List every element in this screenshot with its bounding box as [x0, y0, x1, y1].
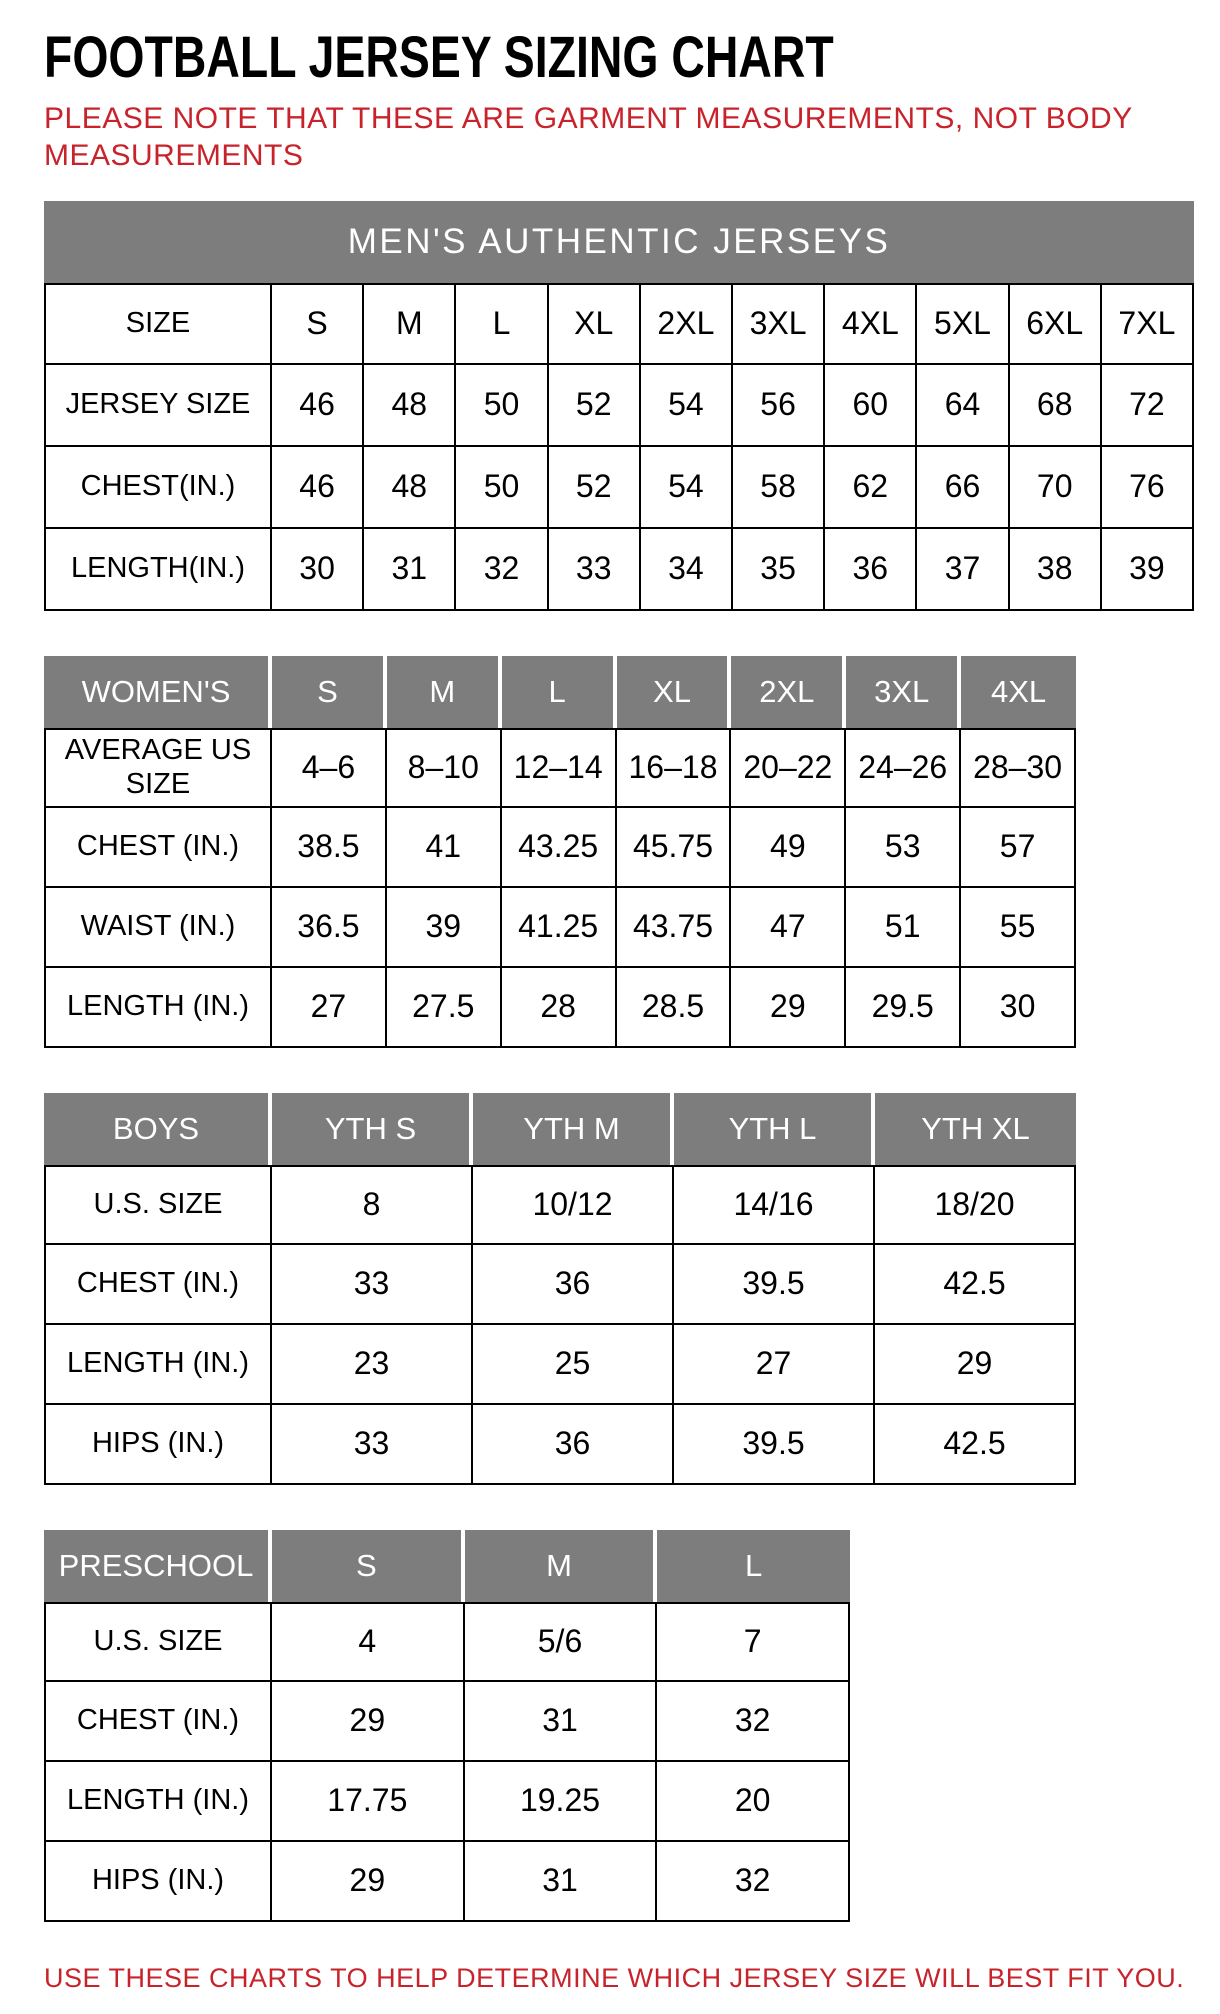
data-cell: 49 — [731, 808, 846, 888]
row-label: CHEST(IN.) — [44, 447, 272, 529]
data-cell: 6XL — [1010, 283, 1102, 365]
data-cell: 36 — [473, 1405, 674, 1485]
data-cell: 50 — [456, 365, 548, 447]
data-cell: 72 — [1102, 365, 1194, 447]
data-cell: 39.5 — [674, 1245, 875, 1325]
page-title: FOOTBALL JERSEY SIZING CHART — [44, 25, 834, 90]
data-cell: 19.25 — [465, 1762, 658, 1842]
data-cell: 42.5 — [875, 1245, 1076, 1325]
row-label: LENGTH (IN.) — [44, 968, 272, 1048]
table-category-label: PRESCHOOL — [44, 1530, 272, 1602]
data-cell: 14/16 — [674, 1165, 875, 1245]
row-label: AVERAGE US SIZE — [44, 728, 272, 808]
data-cell: 17.75 — [272, 1762, 465, 1842]
data-cell: 27 — [674, 1325, 875, 1405]
data-cell: 37 — [917, 529, 1009, 611]
data-cell: 12–14 — [502, 728, 617, 808]
data-cell: 48 — [364, 447, 456, 529]
row-label: JERSEY SIZE — [44, 365, 272, 447]
data-cell: 70 — [1010, 447, 1102, 529]
column-header: 4XL — [961, 656, 1076, 728]
row-label: LENGTH(IN.) — [44, 529, 272, 611]
boys-sizing-table — [44, 1093, 1076, 1485]
data-cell: 5XL — [917, 283, 1009, 365]
data-cell: 33 — [272, 1405, 473, 1485]
data-cell: 18/20 — [875, 1165, 1076, 1245]
data-cell: S — [272, 283, 364, 365]
data-cell: 29 — [272, 1842, 465, 1922]
data-cell: 46 — [272, 447, 364, 529]
row-label: U.S. SIZE — [44, 1602, 272, 1682]
data-cell: 27.5 — [387, 968, 502, 1048]
data-cell: 7XL — [1102, 283, 1194, 365]
data-cell: 64 — [917, 365, 1009, 447]
data-cell: 20 — [657, 1762, 850, 1842]
footer-note: USE THESE CHARTS TO HELP DETERMINE WHICH JERSEY SIZE WILL BEST FIT YOU. — [44, 1962, 1185, 1993]
column-header: S — [272, 1530, 465, 1602]
data-cell: 56 — [733, 365, 825, 447]
row-label: HIPS (IN.) — [44, 1405, 272, 1485]
data-cell: 4 — [272, 1602, 465, 1682]
data-cell: 20–22 — [731, 728, 846, 808]
data-cell: 25 — [473, 1325, 674, 1405]
data-cell: 52 — [549, 365, 641, 447]
data-cell: 30 — [272, 529, 364, 611]
column-header: L — [657, 1530, 850, 1602]
data-cell: 52 — [549, 447, 641, 529]
data-cell: 41 — [387, 808, 502, 888]
data-cell: 2XL — [641, 283, 733, 365]
row-label: CHEST (IN.) — [44, 1245, 272, 1325]
data-cell: 41.25 — [502, 888, 617, 968]
column-header: YTH S — [272, 1093, 473, 1165]
data-cell: 58 — [733, 447, 825, 529]
column-header: M — [387, 656, 502, 728]
column-header: S — [272, 656, 387, 728]
data-cell: 8–10 — [387, 728, 502, 808]
row-label: CHEST (IN.) — [44, 808, 272, 888]
data-cell: 7 — [657, 1602, 850, 1682]
data-cell: 29 — [875, 1325, 1076, 1405]
data-cell: 39 — [1102, 529, 1194, 611]
column-header: M — [465, 1530, 658, 1602]
column-header: YTH M — [473, 1093, 674, 1165]
data-cell: 43.75 — [617, 888, 732, 968]
data-cell: 3XL — [733, 283, 825, 365]
data-cell: 31 — [465, 1842, 658, 1922]
data-cell: 50 — [456, 447, 548, 529]
data-cell: L — [456, 283, 548, 365]
data-cell: 38 — [1010, 529, 1102, 611]
column-header: YTH XL — [875, 1093, 1076, 1165]
garment-measurements-note: PLEASE NOTE THAT THESE ARE GARMENT MEASUREMENTS, NOT BODY MEASUREMENTS — [44, 101, 1133, 173]
data-cell: 36 — [473, 1245, 674, 1325]
row-label: SIZE — [44, 283, 272, 365]
data-cell: M — [364, 283, 456, 365]
data-cell: 28 — [502, 968, 617, 1048]
data-cell: 34 — [641, 529, 733, 611]
data-cell: 55 — [961, 888, 1076, 968]
row-label: CHEST (IN.) — [44, 1682, 272, 1762]
data-cell: 8 — [272, 1165, 473, 1245]
data-cell: 68 — [1010, 365, 1102, 447]
data-cell: 23 — [272, 1325, 473, 1405]
data-cell: XL — [549, 283, 641, 365]
sizing-chart-page — [44, 26, 1190, 1994]
data-cell: 46 — [272, 365, 364, 447]
data-cell: 32 — [456, 529, 548, 611]
data-cell: 51 — [846, 888, 961, 968]
data-cell: 53 — [846, 808, 961, 888]
data-cell: 36 — [825, 529, 917, 611]
data-cell: 36.5 — [272, 888, 387, 968]
data-cell: 47 — [731, 888, 846, 968]
data-cell: 45.75 — [617, 808, 732, 888]
column-header: 2XL — [731, 656, 846, 728]
data-cell: 10/12 — [473, 1165, 674, 1245]
data-cell: 66 — [917, 447, 1009, 529]
data-cell: 33 — [272, 1245, 473, 1325]
data-cell: 24–26 — [846, 728, 961, 808]
row-label: WAIST (IN.) — [44, 888, 272, 968]
data-cell: 42.5 — [875, 1405, 1076, 1485]
data-cell: 39.5 — [674, 1405, 875, 1485]
data-cell: 5/6 — [465, 1602, 658, 1682]
data-cell: 29 — [731, 968, 846, 1048]
column-header: YTH L — [674, 1093, 875, 1165]
preschool-sizing-table — [44, 1530, 850, 1922]
column-header: L — [502, 656, 617, 728]
data-cell: 38.5 — [272, 808, 387, 888]
data-cell: 39 — [387, 888, 502, 968]
row-label: U.S. SIZE — [44, 1165, 272, 1245]
data-cell: 30 — [961, 968, 1076, 1048]
data-cell: 28.5 — [617, 968, 732, 1048]
column-header: XL — [617, 656, 732, 728]
data-cell: 29 — [272, 1682, 465, 1762]
table-category-label: WOMEN'S — [44, 656, 272, 728]
mens-authentic-jerseys-table — [44, 201, 1194, 611]
data-cell: 33 — [549, 529, 641, 611]
data-cell: 4XL — [825, 283, 917, 365]
row-label: HIPS (IN.) — [44, 1842, 272, 1922]
data-cell: 48 — [364, 365, 456, 447]
table-category-label: BOYS — [44, 1093, 272, 1165]
data-cell: 32 — [657, 1842, 850, 1922]
data-cell: 27 — [272, 968, 387, 1048]
data-cell: 62 — [825, 447, 917, 529]
data-cell: 76 — [1102, 447, 1194, 529]
data-cell: 16–18 — [617, 728, 732, 808]
data-cell: 60 — [825, 365, 917, 447]
data-cell: 43.25 — [502, 808, 617, 888]
data-cell: 35 — [733, 529, 825, 611]
data-cell: 57 — [961, 808, 1076, 888]
column-header: 3XL — [846, 656, 961, 728]
data-cell: 54 — [641, 365, 733, 447]
data-cell: 54 — [641, 447, 733, 529]
table-title: MEN'S AUTHENTIC JERSEYS — [44, 201, 1194, 283]
data-cell: 31 — [364, 529, 456, 611]
data-cell: 32 — [657, 1682, 850, 1762]
data-cell: 31 — [465, 1682, 658, 1762]
data-cell: 4–6 — [272, 728, 387, 808]
womens-sizing-table — [44, 656, 1076, 1048]
data-cell: 28–30 — [961, 728, 1076, 808]
row-label: LENGTH (IN.) — [44, 1325, 272, 1405]
data-cell: 29.5 — [846, 968, 961, 1048]
row-label: LENGTH (IN.) — [44, 1762, 272, 1842]
